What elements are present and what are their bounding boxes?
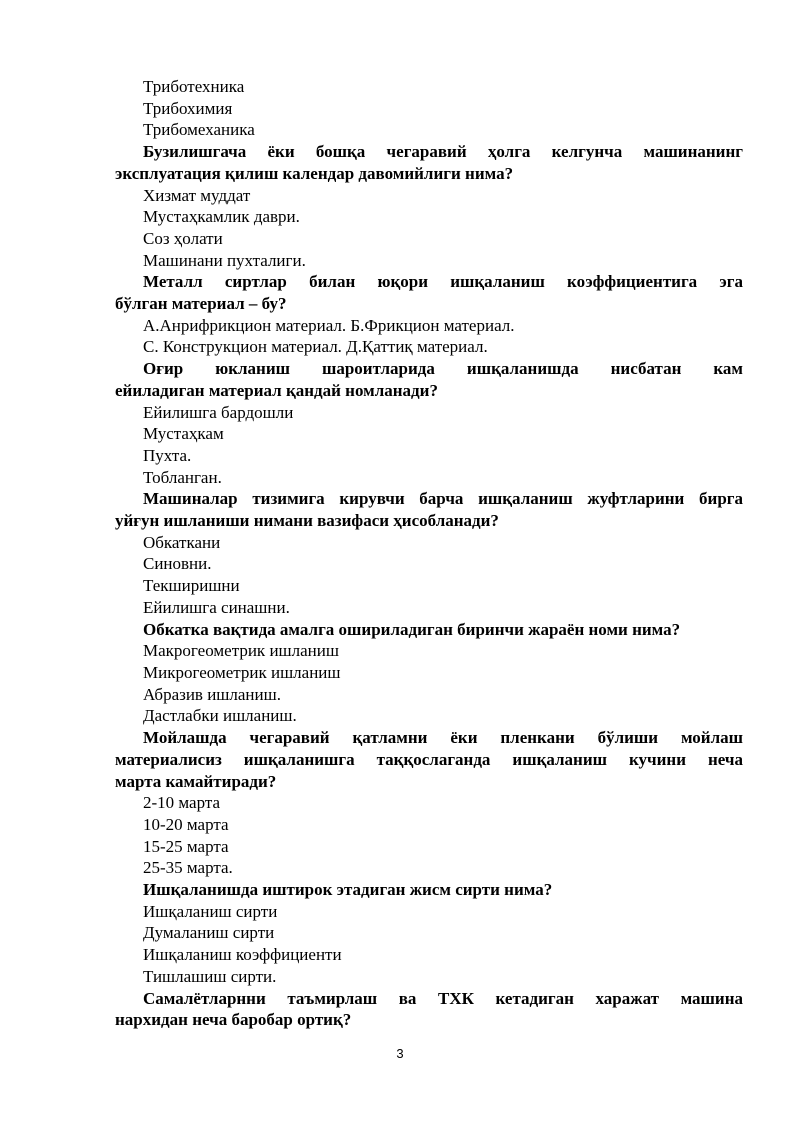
question-text-continuation: уйғун ишланиши нимани вазифаси ҳисобланади? — [115, 511, 499, 531]
answer-option: Триботехника — [143, 77, 245, 96]
answer-option: Пухта. — [143, 445, 192, 465]
question-text: Обкатка вақтида амалга ошириладиган биринчи жараён номи нима? — [143, 619, 681, 639]
answer-option: Машинани пухталиги. — [143, 250, 306, 270]
answer-option: Мустаҳкамлик даври. — [143, 207, 300, 227]
question-text: Машиналар тизимига кирувчи барча ишқаланиш жуфтларини бирга — [143, 489, 743, 509]
answer-option: Макрогеометрик ишланиш — [143, 641, 339, 661]
question-text: Бузилишгача ёки бошқа чегаравий ҳолга келгунча машинанинг — [143, 142, 743, 162]
answer-option: Хизмат муддат — [143, 185, 251, 205]
answer-option: Тишлашиш сирти. — [143, 966, 277, 986]
answer-option: Ишқаланиш коэффициенти — [143, 945, 342, 965]
answer-option: Соз ҳолати — [143, 228, 223, 248]
answer-option: Текширишни — [143, 576, 240, 596]
question-text-continuation: бўлган материал – бу? — [115, 294, 287, 314]
question-text: Мойлашда чегаравий қатламни ёки пленкани бўлиши мойлаш — [143, 728, 743, 748]
document-body — [115, 76, 743, 1031]
question-text-continuation: материалисиз ишқаланишга таққослаганда ишқаланиш кучини неча — [115, 749, 743, 769]
answer-option: 10-20 марта — [143, 814, 229, 834]
answer-option: А.Анрифрикцион материал. Б.Фрикцион материал. — [143, 315, 515, 335]
answer-option: Трибомеханика — [143, 120, 255, 140]
answer-option: 2-10 марта — [143, 793, 221, 813]
answer-option: Синовни. — [143, 554, 212, 574]
page-number: 3 — [396, 1046, 404, 1061]
answer-option: 25-35 марта. — [143, 858, 233, 878]
answer-option: Абразив ишланиш. — [143, 684, 281, 704]
question-text-continuation: марта камайтиради? — [115, 771, 277, 791]
question-text: Ишқаланишда иштирок этадиган жисм сирти нима? — [143, 880, 553, 900]
answer-option: Трибохимия — [143, 98, 233, 118]
question-text: Самалётларнни таъмирлаш ва ТХК кетадиган харажат машина — [143, 988, 743, 1008]
answer-option: 15-25 марта — [143, 836, 229, 856]
answer-option: Ишқаланиш сирти — [143, 901, 278, 921]
answer-option: Микрогеометрик ишланиш — [143, 662, 341, 682]
question-text: Оғир юкланиш шароитларида ишқаланишда нисбатан кам — [143, 359, 743, 379]
answer-option: Ейилишга бардошли — [143, 402, 294, 422]
question-text: Металл сиртлар билан юқори ишқаланиш коэффициентига эга — [143, 272, 743, 292]
question-text-continuation: ейиладиган материал қандай номланади? — [115, 380, 438, 400]
question-text-continuation: эксплуатация қилиш календар давомийлиги нима? — [115, 163, 514, 183]
answer-option: Думаланиш сирти — [143, 923, 275, 943]
answer-option: Тобланган. — [143, 467, 222, 487]
answer-option: Обкаткани — [143, 532, 221, 552]
answer-option: Ейилишга синашни. — [143, 597, 290, 617]
answer-option: С. Конструкцион материал. Д.Қаттиқ материал. — [143, 337, 488, 357]
question-text-continuation: нархидан неча баробар ортиқ? — [115, 1010, 352, 1030]
answer-option: Мустаҳкам — [143, 424, 224, 444]
answer-option: Дастлабки ишланиш. — [143, 706, 297, 726]
